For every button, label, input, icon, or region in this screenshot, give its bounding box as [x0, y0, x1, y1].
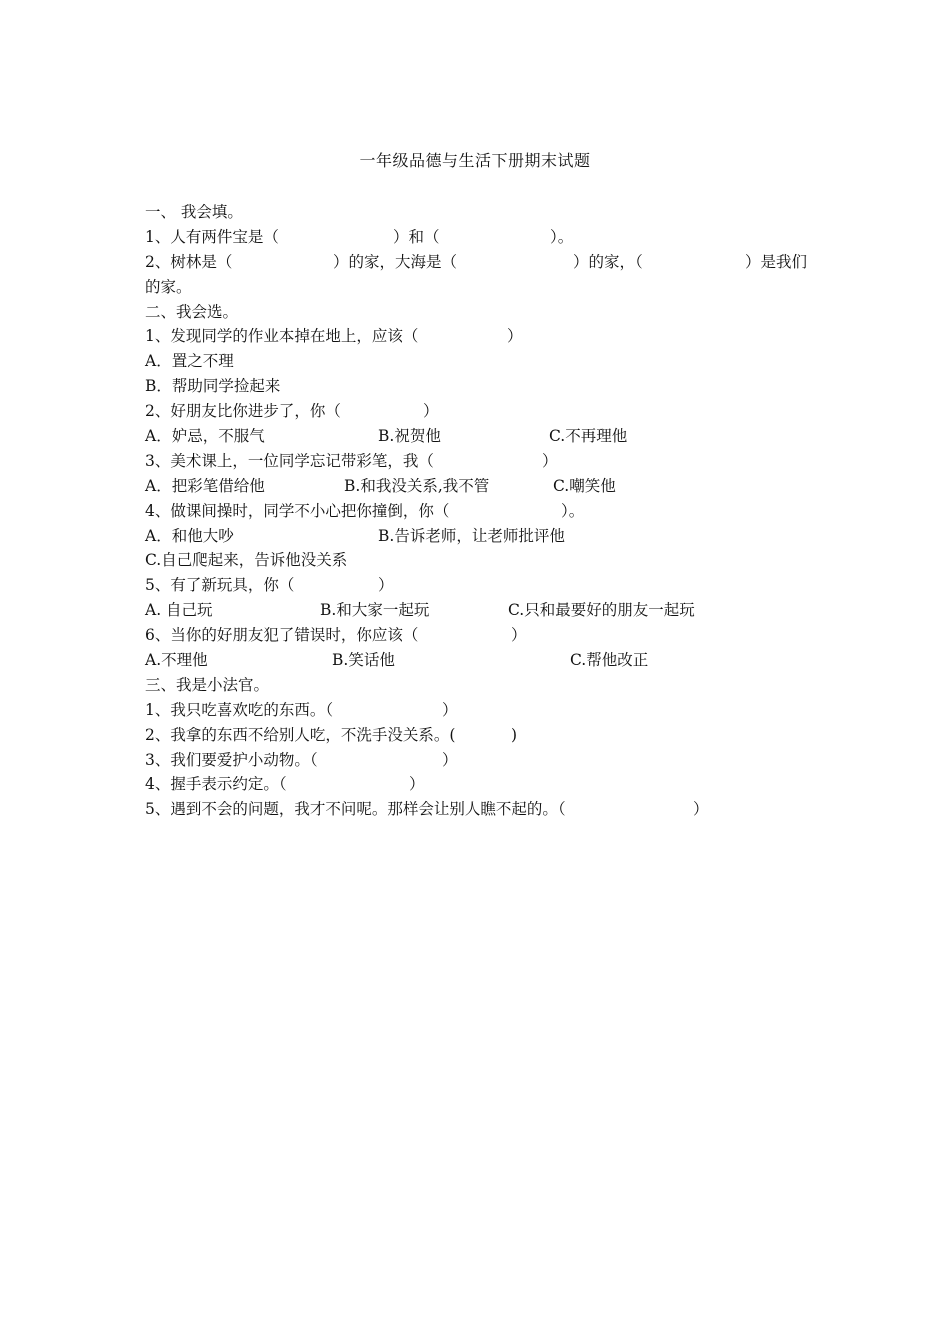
- fill-q2-part-c: ）的家，（: [573, 252, 643, 271]
- choice-q3-options: [145, 474, 825, 499]
- page-title: 一年级品德与生活下册期末试题: [359, 151, 591, 170]
- judge-q1: [145, 698, 825, 723]
- choice-q4-stem-b: ）。: [561, 501, 585, 520]
- choice-q3-option-c: C.嘲笑他: [553, 476, 616, 495]
- fill-q1-part-c: ）。: [550, 227, 574, 246]
- choice-q1-stem: [145, 324, 825, 349]
- choice-q2-stem-b: ）: [423, 402, 439, 421]
- choice-q4-stem-a: 4、做课间操时，同学不小心把你撞倒，你（: [145, 501, 450, 520]
- section-1-heading: 一、 我会填。: [145, 203, 243, 221]
- choice-q3-stem-b: ）: [542, 451, 558, 470]
- judge-q3-text: 3、我们要爱护小动物。（: [145, 750, 318, 769]
- choice-q1-option-a: A．置之不理: [145, 352, 234, 371]
- choice-q3-stem-a: 3、美术课上，一位同学忘记带彩笔，我（: [145, 451, 434, 470]
- choice-q4-option-c: C.自己爬起来，告诉他没关系: [145, 551, 348, 570]
- choice-q2-option-c: C.不再理他: [549, 427, 628, 446]
- exam-body: [145, 200, 825, 822]
- fill-question-1: [145, 225, 825, 250]
- choice-q5-stem: [145, 573, 825, 598]
- fill-q2-part-b: ）的家，大海是（: [333, 252, 458, 271]
- judge-q4: [145, 772, 825, 797]
- choice-q6-stem-a: 6、当你的好朋友犯了错误时，你应该（: [145, 626, 419, 645]
- fill-q2-part-d: ）是我们: [745, 252, 808, 271]
- choice-q5-option-b: B.和大家一起玩: [320, 601, 430, 620]
- choice-q6-option-a: A.不理他: [145, 651, 208, 670]
- fill-q2-part-a: 2、树林是（: [145, 252, 233, 271]
- section-3-heading: 三、我是小法官。: [145, 675, 270, 694]
- choice-q6-stem: [145, 623, 825, 648]
- judge-q2: [145, 723, 825, 748]
- choice-q4-stem: [145, 499, 825, 524]
- judge-q4-close: ）: [409, 775, 425, 794]
- judge-q5: [145, 797, 825, 822]
- judge-q2-text: 2、我拿的东西不给别人吃，不洗手没关系。(: [145, 725, 456, 744]
- choice-q6-options: [145, 648, 825, 673]
- fill-q1-part-a: 1、人有两件宝是（: [145, 227, 279, 246]
- judge-q5-close: ）: [693, 800, 709, 819]
- choice-q1-option-b: B．帮助同学捡起来: [145, 377, 281, 396]
- choice-q5-stem-a: 5、有了新玩具，你（: [145, 576, 295, 595]
- choice-q6-stem-b: ）: [511, 626, 527, 645]
- judge-q5-text: 5、遇到不会的问题，我才不问呢。那样会让别人瞧不起的。（: [145, 800, 566, 819]
- choice-q2-option-a: A．妒忌，不服气: [145, 427, 265, 446]
- choice-q5-option-c: C.只和最要好的朋友一起玩: [508, 601, 695, 620]
- judge-q2-close: ): [511, 725, 518, 744]
- fill-q1-part-b: ）和（: [393, 227, 440, 246]
- choice-q5-option-a: A. 自己玩: [145, 601, 213, 620]
- choice-q2-option-b: B.祝贺他: [378, 427, 441, 446]
- judge-q1-close: ）: [442, 700, 458, 719]
- choice-q1-stem-a: 1、发现同学的作业本掉在地上，应该（: [145, 327, 419, 346]
- judge-q1-text: 1、我只吃喜欢吃的东西。（: [145, 700, 334, 719]
- choice-q4-option-a: A．和他大吵: [145, 526, 234, 545]
- choice-q3-stem: [145, 449, 825, 474]
- choice-q5-stem-b: ）: [378, 576, 394, 595]
- judge-q3: [145, 748, 825, 773]
- fill-question-2-cont: 的家。: [145, 277, 192, 296]
- choice-q1-stem-b: ）: [507, 327, 523, 346]
- choice-q4-options: [145, 524, 825, 549]
- choice-q5-options: [145, 598, 825, 623]
- choice-q3-option-a: A．把彩笔借给他: [145, 476, 265, 495]
- choice-q6-option-c: C.帮他改正: [570, 651, 649, 670]
- fill-question-2: [145, 250, 825, 275]
- choice-q2-stem: [145, 399, 825, 424]
- choice-q6-option-b: B.笑话他: [332, 651, 395, 670]
- choice-q2-stem-a: 2、好朋友比你进步了，你（: [145, 402, 341, 421]
- section-2-heading: 二、我会选。: [145, 302, 239, 321]
- choice-q2-options: [145, 424, 825, 449]
- judge-q4-text: 4、握手表示约定。（: [145, 775, 287, 794]
- judge-q3-close: ）: [442, 750, 458, 769]
- choice-q4-option-b: B.告诉老师，让老师批评他: [378, 526, 565, 545]
- choice-q3-option-b: B.和我没关系,我不管: [344, 476, 490, 495]
